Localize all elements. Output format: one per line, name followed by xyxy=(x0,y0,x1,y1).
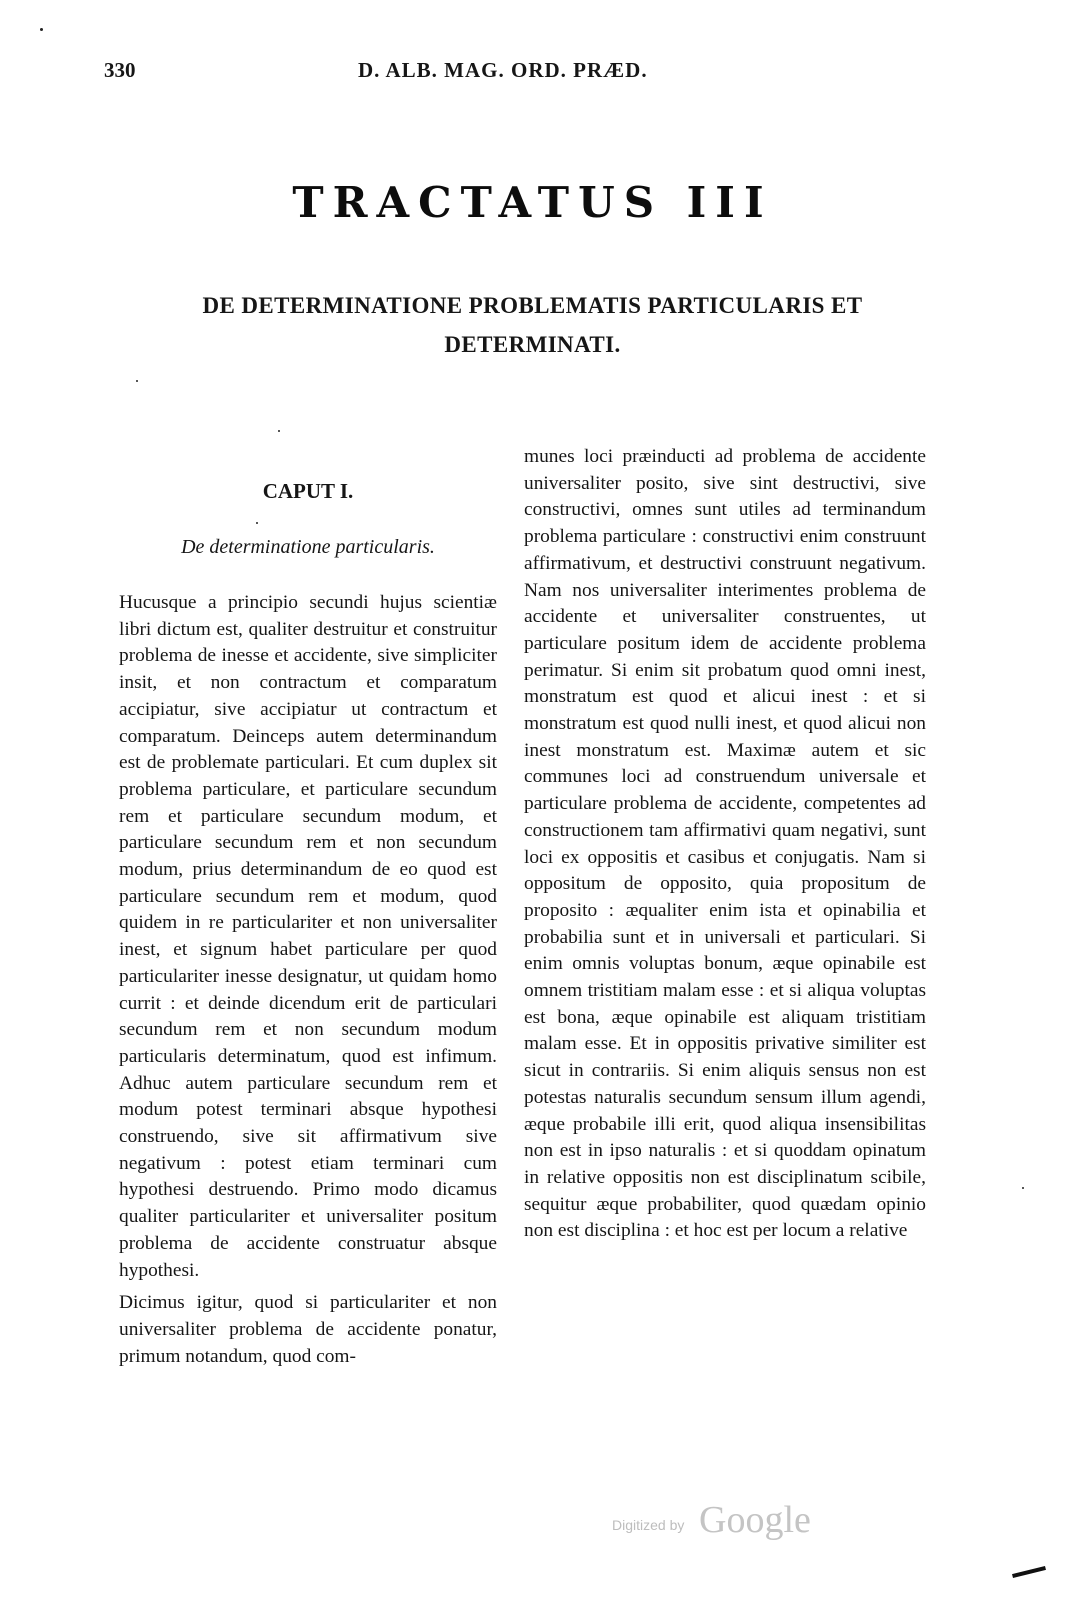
tractatus-subtitle-line1: DE DETERMINATIONE PROBLEMATIS PARTICULARIS ET xyxy=(202,293,863,318)
tractatus-subtitle-line2: DETERMINATI. xyxy=(444,332,621,357)
left-paragraph-1: Hucusque a principio secundi hujus scientiæ libri dictum est, qualiter destruitur et construitur problema de inesse et accidente, sive simpliciter insit, et non contractum et comparatum accipiatur, sive accipiatur ut contractum et comparatum. Deinceps autem determinandum est de problemate particulari. Et cum duplex sit problema particulare, et particulare secundum rem et particulare secundum modum, et particulare secundum rem et non secundum modum, prius determinandum de eo quod est particulare secundum rem et modum, quod quidem in re particulariter et non universaliter inest, et signum habet particulare per quod particulariter inesse designatur, ut quidam homo currit : et deinde dicendum erit de particulari secundum rem et non secundum modum particularis determinatum, quod est infimum. Adhuc autem particulare secundum rem et modum potest terminari absque hypothesi construendo, sive sit affirmativum sive negativum : potest etiam terminari cum hypothesi destruendo. Primo modo dicamus qualiter particulariter et universaliter positum problema de accidente construatur absque hypothesi. xyxy=(119,592,497,1281)
right-paragraph-1: munes loci præinducti ad problema de accidente universaliter posito, sive sint destructivi, sive constructivi, omnes sunt utiles ad terminandum problema particulare : constructivi enim construunt affirmativum, et destructivi construunt negativum. Nam nos universaliter interimentes problema de accidente et universaliter construentes, ut particulare positum idem de accidente problema perimatur. Si enim sit probatum quod omni inest, monstratum est quod et alicui inest : et si monstratum est quod nulli inest, et quod alicui non inest monstratum est. Maximæ autem et sic communes loci ad construendum universale et particulare problema de accidente, competentes ad constructionem tam affirmativi quam negativi, sunt loci ex oppositis et casibus et conjugatis. Nam si oppositum de opposito, quia propositum de proposito : æqualiter enim ista et opinabilia et probabilia sunt et in universali et particulari. Si enim omnis voluptas bonum, æque opinabile est omnem tristitiam malam esse : et si aliqua voluptas est bona, æque opinabile est aliquam tristitiam malam esse. Et in oppositis privative similiter est sicut in contrariis. Si enim aliquis sensus non est potestas naturalis secundum sensum illum agendi, æque probabile illi erit, quod aliqua insensibilitas non est in ipso naturalis : et si quoddam opinatum in relative oppositis non est disciplinatum scibile, sequitur æque probabiliter, quod quædam opinio non est disciplina : et hoc est per locum a relative xyxy=(524,446,926,1242)
chapter-subtitle: De determinatione particularis. xyxy=(181,536,435,558)
left-paragraph-2: Dicimus igitur, quod si particulariter et non universaliter problema de accidente ponatur, primum notandum, quod com- xyxy=(119,1292,497,1367)
chapter-heading: CAPUT I. xyxy=(262,479,354,503)
ink-speck xyxy=(40,28,43,31)
digitization-watermark xyxy=(612,1500,842,1540)
running-title: D. ALB. MAG. ORD. PRÆD. xyxy=(358,58,648,82)
running-head xyxy=(0,58,1065,88)
ink-speck xyxy=(278,430,280,432)
ink-speck xyxy=(1022,1187,1024,1189)
ink-speck xyxy=(256,522,258,524)
page-edge-mark xyxy=(1012,1566,1046,1578)
left-column xyxy=(119,444,497,1370)
tractatus-title: TRACTATUS III xyxy=(292,178,773,227)
ink-speck xyxy=(136,380,138,382)
page-number: 330 xyxy=(104,58,136,82)
right-column xyxy=(524,444,926,1245)
google-logo: Google xyxy=(699,1499,811,1541)
watermark-prefix: Digitized by xyxy=(612,1517,685,1533)
tractatus-subtitle xyxy=(150,286,915,364)
